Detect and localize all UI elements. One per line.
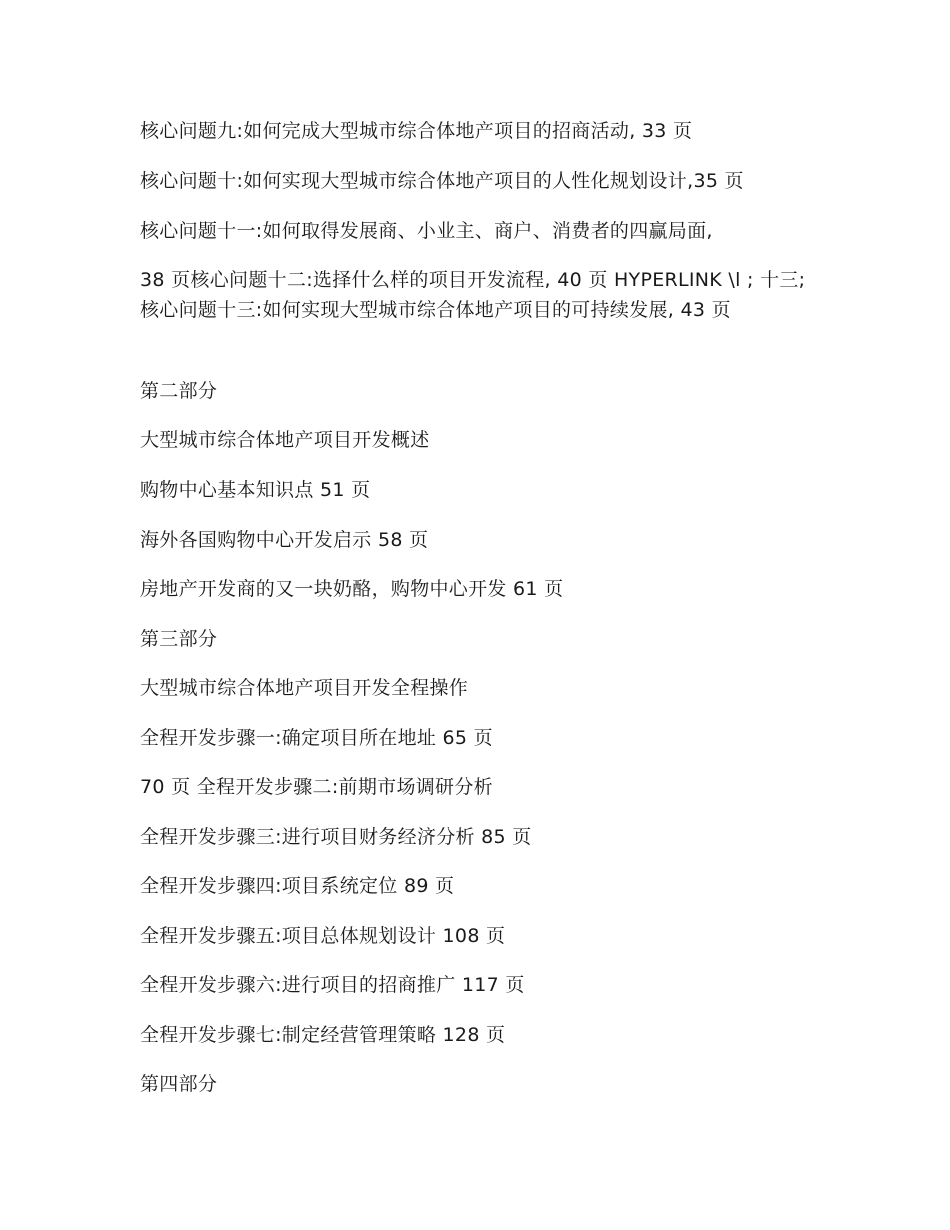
toc-entry-full-operation: 大型城市综合体地产项目开发全程操作 (140, 677, 469, 699)
toc-entry-core-question-11: 核心问题十一:如何取得发展商、小业主、商户、消费者的四赢局面, (140, 220, 713, 242)
toc-entry-step-4: 全程开发步骤四:项目系统定位 89 页 (140, 875, 455, 897)
section-heading-part-3: 第三部分 (140, 628, 218, 650)
toc-entry-step-1: 全程开发步骤一:确定项目所在地址 65 页 (140, 727, 493, 749)
toc-entry-core-question-10: 核心问题十:如何实现大型城市综合体地产项目的人性化规划设计,35 页 (140, 170, 744, 192)
section-heading-part-4: 第四部分 (140, 1073, 218, 1095)
toc-entry-mall-basics: 购物中心基本知识点 51 页 (140, 479, 371, 501)
toc-entry-core-question-9: 核心问题九:如何完成大型城市综合体地产项目的招商活动, 33 页 (140, 120, 693, 142)
toc-entry-step-6: 全程开发步骤六:进行项目的招商推广 117 页 (140, 974, 525, 996)
toc-entry-step-5: 全程开发步骤五:项目总体规划设计 108 页 (140, 925, 506, 947)
toc-entry-developer-cheese: 房地产开发商的又一块奶酪，购物中心开发 61 页 (140, 578, 564, 600)
toc-entry-step-7: 全程开发步骤七:制定经营管理策略 128 页 (140, 1024, 506, 1046)
toc-entry-core-question-12-13: 38 页核心问题十二:选择什么样的项目开发流程, 40 页 HYPERLINK \l ; 十三; 核心问题十三:如何实现大型城市综合体地产项目的可持续发展, 43 页 (140, 269, 806, 321)
section-heading-part-2: 第二部分 (140, 380, 218, 402)
toc-entry-step-3: 全程开发步骤三:进行项目财务经济分析 85 页 (140, 826, 532, 848)
toc-entry-step-2: 70 页 全程开发步骤二:前期市场调研分析 (140, 776, 493, 798)
toc-entry-overseas-inspiration: 海外各国购物中心开发启示 58 页 (140, 529, 429, 551)
toc-entry-overview: 大型城市综合体地产项目开发概述 (140, 429, 430, 451)
